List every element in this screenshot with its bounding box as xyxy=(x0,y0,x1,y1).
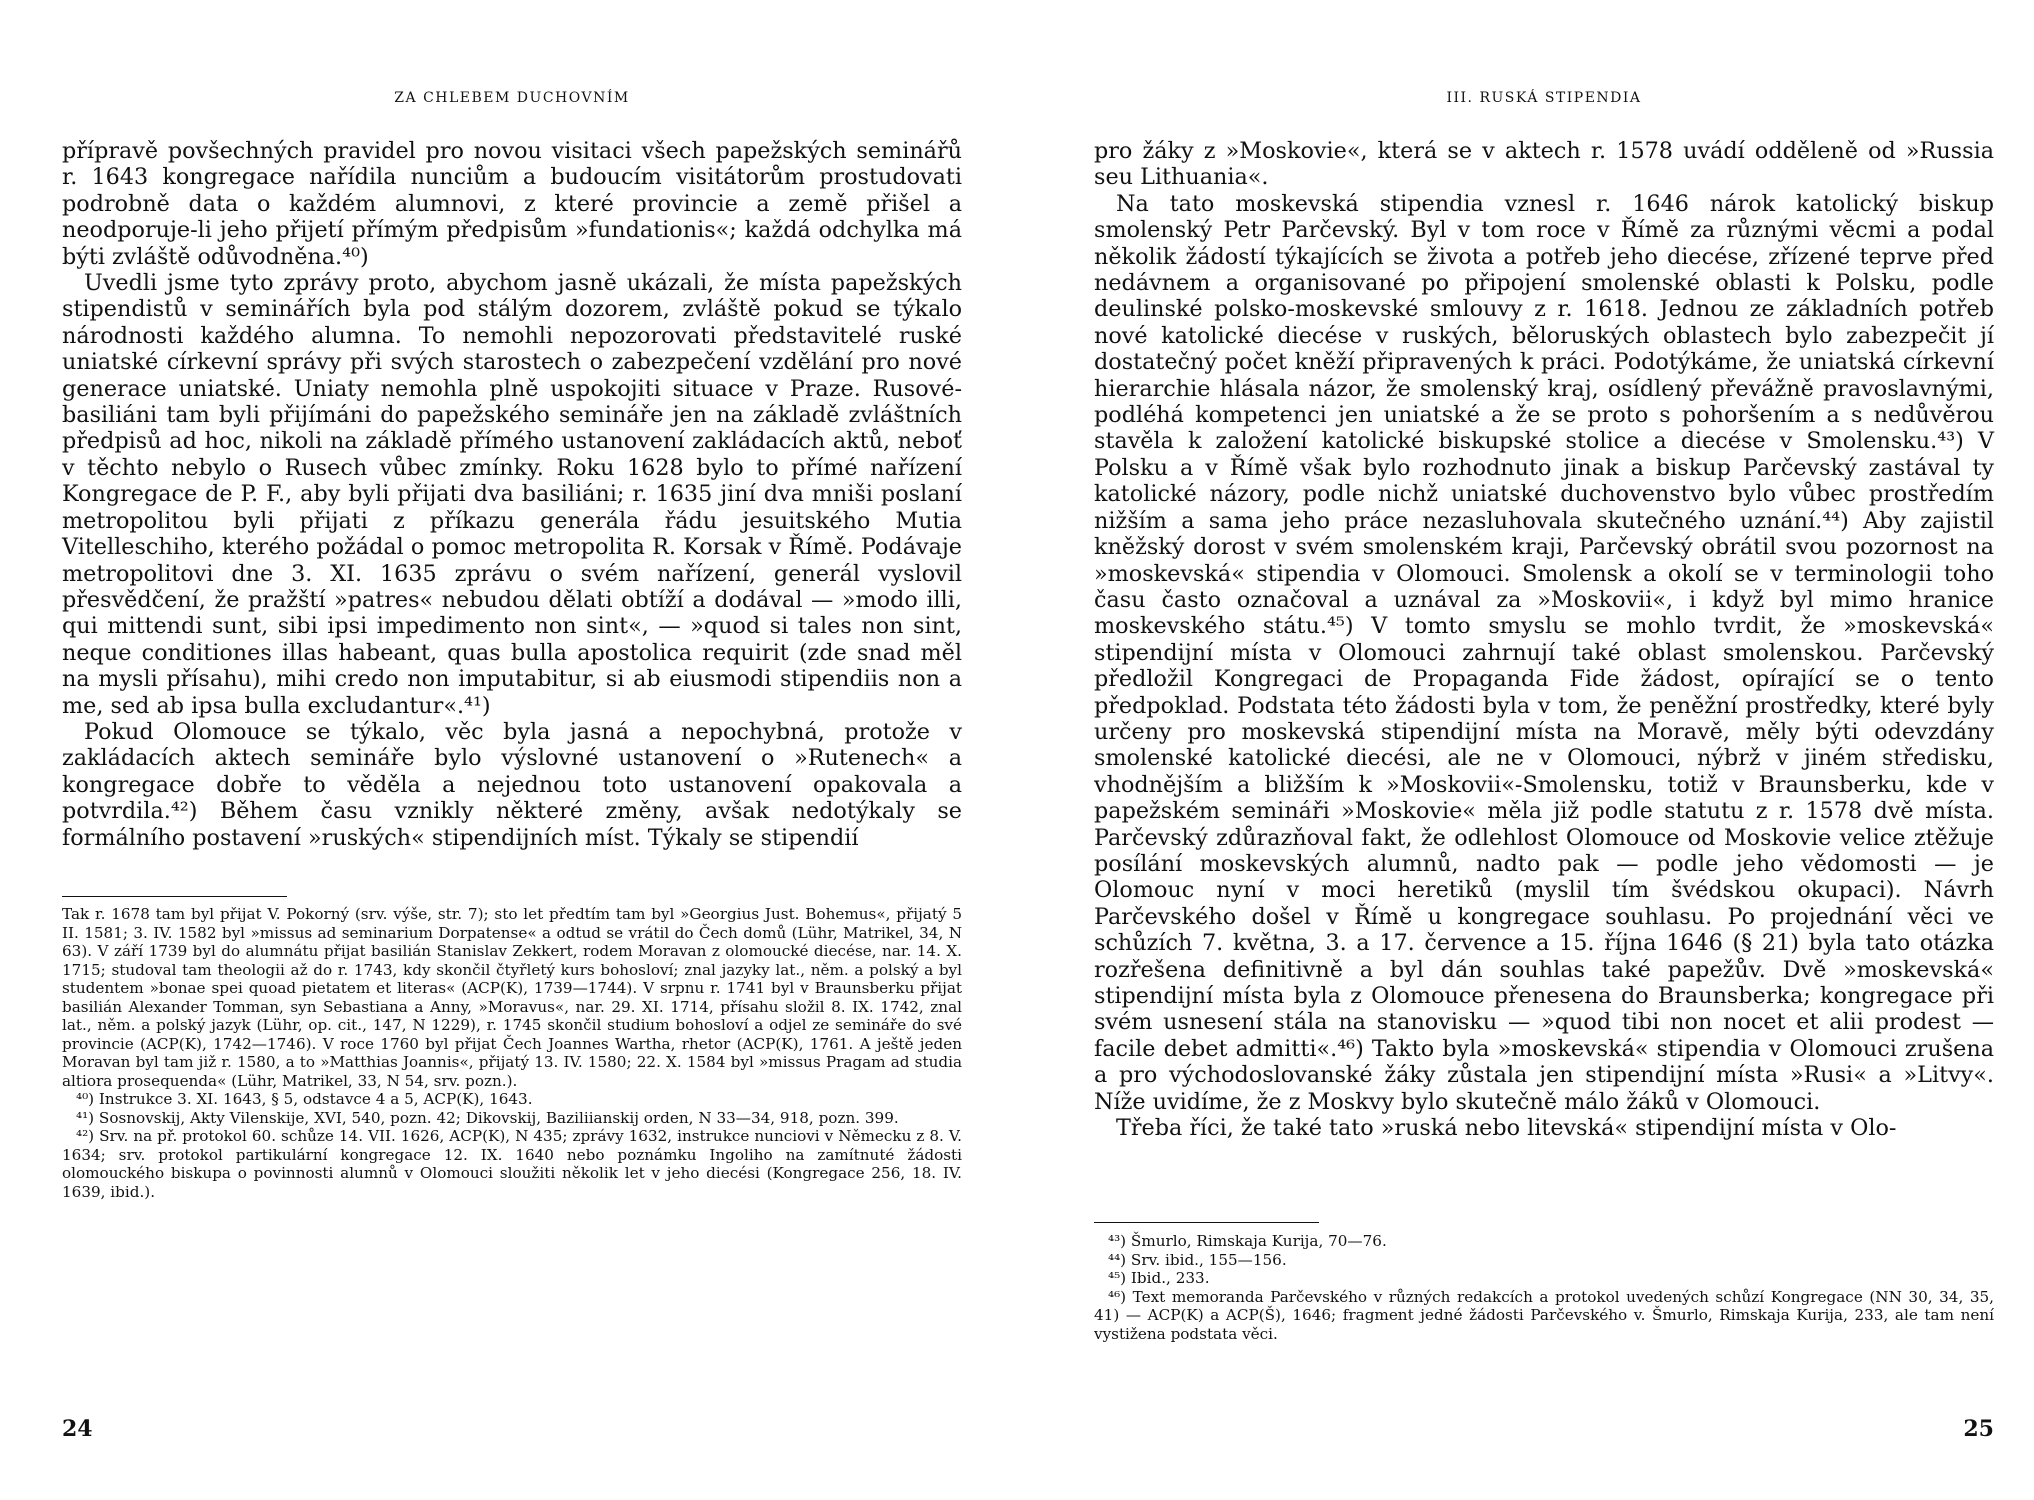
footnote: ⁴⁵) Ibid., 233. xyxy=(1108,1269,1210,1287)
footnote: Tak r. 1678 tam byl přijat V. Pokorný (srv. výše, str. 7); sto let předtím tam byl »Georgius Just. Bohemus«, přijatý 5 II. 1581; 3. IV. 1582 byl »missus ad seminarium Dorpatense« a odtud se vrátil do Čech domů (Lühr, Matrikel, 34, N 63). V září 1739 byl do alumnátu přijat basilián Stanislav Zekkert, rodem Moravan z olomoucké diecése, nar. 14. X. 1715; studoval tam theologii až do r. 1743, kdy skončil čtyřletý kurs bohosloví; znal jazyky lat., něm. a polský a byl studentem »bonae spei quoad pietatem et literas« (ACP(K), 1739—1744). V srpnu r. 1741 byl v Braunsberku přijat basilián Alexander Tomman, syn Sebastiana a Anny, »Moravus«, nar. 29. XI. 1714, přísahu složil 8. IX. 1742, znal lat., něm. a polský jazyk (Lühr, op. cit., 147, N 1229), r. 1745 skončil studium bohosloví a odjel ze semináře do své provincie (ACP(K), 1742—1746). V roce 1760 byl přijat Čech Joannes Wartha, rhetor (ACP(K), 1761. A ještě jeden Moravan byl tam již r. 1580, a to »Matthias Joannis«, přijatý 13. IV. 1580; 22. X. 1584 byl »missus Pragam ad studia altiora prosequenda« (Lühr, Matrikel, 33, N 54, srv. pozn.). xyxy=(62,905,962,1090)
footnote: ⁴⁴) Srv. ibid., 155—156. xyxy=(1108,1250,1287,1269)
running-header: ZA CHLEBEM DUCHOVNÍM xyxy=(394,90,630,106)
page-number: 24 xyxy=(62,1416,93,1442)
footnote: ⁴³) Šmurlo, Rimskaja Kurija, 70—76. xyxy=(1108,1232,1387,1250)
footnote: ⁴⁶) Text memoranda Parčevského v různých redakcích a protokol uvedených schůzí Kongregace (NN 30, 34, 35, 41) — ACP(K) a ACP(Š), 1646; fragment jedné žádosti Parčevského v. Šmurlo, Rimskaja Kurija, 233, ale tam není vystižena podstata věci. xyxy=(1094,1287,1994,1343)
paragraph: Třeba říci, že také tato »ruská nebo litevská« stipendijní místa v Olo- xyxy=(1116,1115,1897,1142)
footnote: ⁴⁰) Instrukce 3. XI. 1643, § 5, odstavce 4 a 5, ACP(K), 1643. xyxy=(76,1090,533,1108)
body-text xyxy=(1094,138,1994,1141)
left-page xyxy=(62,0,962,1500)
footnotes xyxy=(62,905,962,1201)
right-page xyxy=(1094,0,1994,1500)
page-number: 25 xyxy=(1963,1416,1994,1442)
footnotes xyxy=(1094,1232,1994,1343)
running-header: III. RUSKÁ STIPENDIA xyxy=(1446,90,1642,106)
paragraph: přípravě povšechných pravidel pro novou visitaci všech papežských seminářů r. 1643 kongregace nařídila nunciům a budoucím visitátorům prostudovati podrobně data o každém alumnovi, z které provincie a země přišel a neodporuje-li jeho přijetí přímým předpisům »fundationis«; každá odchylka má býti zvláště odůvodněna.⁴⁰) xyxy=(62,138,962,270)
footnote: ⁴¹) Sosnovskij, Akty Vilenskije, XVI, 540, pozn. 42; Dikovskij, Baziliianskij orden, N 33—34, 918, pozn. 399. xyxy=(76,1108,899,1127)
footnote-rule xyxy=(62,896,287,897)
footnote: ⁴²) Srv. na př. protokol 60. schůze 14. VII. 1626, ACP(K), N 435; zprávy 1632, instrukce nunciovi v Německu z 8. V. 1634; srv. protokol partikulární kongregace 12. IX. 1640 nebo poznámku Ingoliho na zamítnuté žádosti olomouckého biskupa o povinnosti alumnů v Olomouci sloužiti několik let v jeho diecési (Kongregace 256, 18. IV. 1639, ibid.). xyxy=(62,1127,962,1201)
paragraph: Pokud Olomouce se týkalo, věc byla jasná a nepochybná, protože v zakládacích aktech semináře bylo výslovné ustanovení o »Rutenech« a kongregace dobře to věděla a nejednou toto ustanovení opakovala a potvrdila.⁴²) Během času vznikly některé změny, avšak nedotýkaly se formálního postavení »ruských« stipendijních míst. Týkaly se stipendií xyxy=(62,718,962,851)
body-text xyxy=(62,138,962,851)
paragraph: Uvedli jsme tyto zprávy proto, abychom jasně ukázali, že místa papežských stipendistů v seminářích byla pod stálým dozorem, zvláště pokud se týkalo národnosti každého alumna. To nemohli nepozorovati představitelé ruské uniatské církevní správy při svých starostech o zabezpečení vzdělání pro nové generace uniatské. Uniaty nemohla plně uspokojiti situace v Praze. Rusové-basiliáni tam byli přijímáni do papežského semináře jen na základě zvláštních předpisů ad hoc, nikoli na základě přímého ustanovení zakládacích aktů, neboť v těchto nebylo o Rusech vůbec zmínky. Roku 1628 bylo to přímé nařízení Kongregace de P. F., aby byli přijati dva basiliáni; r. 1635 jiní dva mniši poslaní metropolitou byli přijati z příkazu generála řádu jesuitského Mutia Vitelleschiho, kterého požádal o pomoc metropolita R. Korsak v Římě. Podávaje metropolitovi dne 3. XI. 1635 zprávu o svém nařízení, generál vyslovil přesvědčení, že pražští »patres« nebudou dělati obtíží a dodával — »modo illi, qui mittendi sunt, sibi ipsi impedimento non sint«, — »quod si tales non sint, neque conditiones illas habeant, quas bulla apostolica requirit (zde snad měl na mysli přísahu), mihi credo non imputabitur, si ab eiusmodi stipendiis non a me, sed ab ipsa bulla excludantur«.⁴¹) xyxy=(62,270,962,719)
footnote-rule xyxy=(1094,1222,1319,1223)
paragraph: pro žáky z »Moskovie«, která se v aktech r. 1578 uvádí odděleně od »Russia seu Lithuania«. xyxy=(1094,138,1994,191)
paragraph: Na tato moskevská stipendia vznesl r. 1646 nárok katolický biskup smolenský Petr Parčevský. Byl v tom roce v Římě za různými věcmi a podal několik žádostí týkajících se života a potřeb jeho diecése, zřízené teprve před nedávnem a organisované po připojení smolenské oblasti k Polsku, podle deulinské polsko-moskevské smlouvy z r. 1618. Jednou ze základních potřeb nové katolické diecése v ruských, běloruských oblastech bylo zabezpečit jí dostatečný počet kněží připravených k práci. Podotýkáme, že uniatská církevní hierarchie hlásala názor, že smolenský kraj, osídlený převážně pravoslavnými, podléhá kompetenci jen uniatské a že se proto s pohoršením a s nedůvěrou stavěla k založení katolické biskupské stolice a diecése v Smolensku.⁴³) V Polsku a v Římě však bylo rozhodnuto jinak a biskup Parčevský zastával ty katolické názory, podle nichž uniatské duchovenstvo bylo vůbec prostředím nižším a sama jeho práce nezasluhovala skutečného uznání.⁴⁴) Aby zajistil kněžský dorost v svém smolenském kraji, Parčevský obrátil svou pozornost na »moskevská« stipendia v Olomouci. Smolensk a okolí se v terminologii toho času často označoval a uznával za »Moskovii«, i když byl mimo hranice moskevského státu.⁴⁵) V tomto smyslu se mohlo tvrdit, že »moskevská« stipendijní místa v Olomouci zahrnují také oblast smolenskou. Parčevský předložil Kongregaci de Propaganda Fide žádost, opírající se o tento předpoklad. Podstata této žádosti byla v tom, že peněžní prostředky, které byly určeny pro moskevská stipendijní místa na Moravě, měly býti odevzdány smolenské katolické diecési, ale ne v Olomouci, nýbrž v jiném středisku, vhodnějším a bližším k »Moskovii«-Smolensku, totiž v Braunsberku, kde v papežském semináři »Moskovie« měla již podle statutu z r. 1578 dvě místa. Parčevský zdůrazňoval fakt, že odlehlost Olomouce od Moskovie velice ztěžuje posílání moskevských alumnů, nadto pak — podle jeho vědomosti — je Olomouc nyní v moci heretiků (myslil tím švédskou okupaci). Návrh Parčevského došel v Římě u kongregace souhlasu. Po projednání věci ve schůzích 7. května, 3. a 17. července a 15. října 1646 (§ 21) byla tato otázka rozřešena definitivně a byl dán souhlas také papežův. Dvě »moskevská« stipendijní místa byla z Olomouce přenesena do Braunsberka; kongregace při svém usnesení stála na stanovisku — »quod tibi non nocet et alii prodest — facile debet admitti«.⁴⁶) Takto byla »moskevská« stipendia v Olomouci zrušena a pro východoslovanské žáky zůstala jen stipendijní místa »Rusi« a »Litvy«. Níže uvidíme, že z Moskvy bylo skutečně málo žáků v Olomouci. xyxy=(1094,190,1994,1115)
